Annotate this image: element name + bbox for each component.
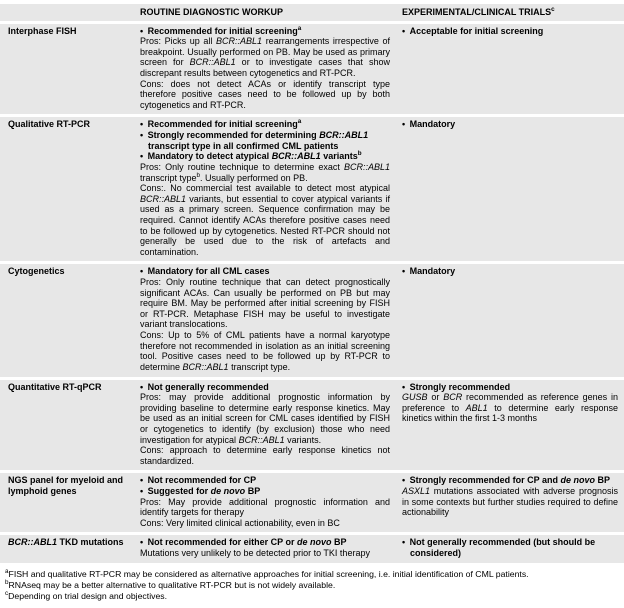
bullet-line: • Mandatory for all CML cases [140,266,270,277]
bullet-line: • Strongly recommended for CP and de novo BP [402,475,611,486]
footnote-line [5,569,616,580]
table-row [0,264,624,376]
bullet-icon: • [402,475,410,486]
text-paragraph: $^c$Depending on trial design and objectives. [5,590,168,601]
routine-workup-cell [134,473,396,532]
bullet-line: • Strongly recommended [402,381,511,392]
table-row [0,117,624,261]
bullet-icon: • [140,130,148,141]
routine-workup-cell [134,264,396,376]
table-row [0,24,624,115]
text-paragraph: Cons: approach to determine early response kinetics not standardized. [140,445,390,466]
text-paragraph: Pros: may provide additional prognostic information by providing baseline to determine early response kinetics. May be used as an initial screen for CML cases identified by FISH or cytogenetics to identify (by exclusion) those who need investigation for atypical BCR::ABL1 variants. [140,392,390,445]
routine-workup-cell [134,117,396,261]
bullet-line: • Strongly recommended for determining BCR::ABL1 transcript type in all confirmed CML patients [140,130,369,151]
header-experimental-trials-cell [396,4,624,21]
bullet-icon: • [140,25,148,36]
bullet-line: • Not generally recommended (but should be considered) [402,537,596,559]
text-paragraph: Quantitative RT-qPCR [8,381,102,392]
bullet-icon: • [402,119,410,130]
text-paragraph: Cons: Very limited clinical actionability, even in BC [140,517,340,528]
text-paragraph: Qualitative RT-PCR [8,119,91,130]
cml-diagnostic-workup-table [0,1,624,566]
text-paragraph: Pros: Only routine technique that can detect prognostically significant ACAs. Can usually be performed on PB but may require BM. May be performed after initial screening by FISH or RT-PCR. Metaphase FISH may be useful to investigate variant translocations. [140,277,390,330]
experimental-trials-cell [396,117,624,261]
text-paragraph: Cons: does not detect ACAs or identify transcript type therefore positive cases need to be followed up by both cytogenetics and RT-PCR. [140,78,390,110]
bullet-icon: • [140,475,148,486]
row-label-cell [0,117,134,261]
bullet-line: • Mandatory [402,266,456,277]
bullet-icon: • [140,266,148,277]
text-paragraph: Pros: Picks up all BCR::ABL1 rearrangements irrespective of breakpoint. Usually performed on PB. May be used as primary screen for BCR::ABL1 or to investigate cases that show discrepant results between cytogenetics and RT-PCR. [140,36,390,79]
row-label-cell [0,473,134,532]
bullet-line: • Recommended for initial screening$^a$ [140,24,302,36]
bullet-icon: • [140,381,148,392]
footnote-line [5,591,616,602]
bullet-line: • Mandatory [402,119,456,130]
table-body [0,24,624,563]
bullet-icon: • [402,266,410,277]
row-label-cell [0,380,134,471]
routine-workup-cell [134,380,396,471]
text-paragraph: NGS panel for myeloid and lymphoid genes [8,475,124,496]
bullet-icon: • [140,151,148,162]
bullet-icon: • [402,537,410,548]
bullet-line: • Not recommended for CP [140,475,257,486]
text-paragraph: Cytogenetics [8,266,65,277]
header-row [0,4,624,21]
header-routine-workup-cell [134,4,396,21]
text-paragraph: Cons: Up to 5% of CML patients have a normal karyotype therefore not recommended in isolation as an initial screening tool. Positive cases need to be followed up by RT-PCR to determine BCR::ABL1 transcript type. [140,330,390,372]
experimental-trials-cell [396,473,624,532]
text-paragraph: $^a$FISH and qualitative RT-PCR may be considered as alternative approaches for initial screening, i.e. initial identification of CML patients. [5,567,529,579]
footnote-line [5,580,616,591]
header-method-cell [0,4,134,21]
text-paragraph: Interphase FISH [8,25,77,36]
row-label-cell [0,535,134,562]
bullet-icon: • [402,25,410,36]
bullet-icon: • [402,381,410,392]
bullet-icon: • [140,119,148,130]
text-paragraph: ROUTINE DIAGNOSTIC WORKUP [140,7,283,17]
footnotes [0,566,624,608]
bullet-icon: • [140,485,148,496]
text-paragraph: Pros: Only routine technique to determine exact BCR::ABL1 transcript type$^b$. Usually performed on PB. [140,161,390,183]
bullet-line: • Not generally recommended [140,381,269,392]
bullet-line: • Mandatory to detect atypical BCR::ABL1 variants$^b$ [140,150,362,162]
text-paragraph: BCR::ABL1 TKD mutations [8,537,124,548]
routine-workup-cell [134,535,396,562]
text-paragraph: Mutations very unlikely to be detected prior to TKI therapy [140,548,370,559]
routine-workup-cell [134,24,396,115]
table-row [0,535,624,562]
bullet-line: • Recommended for initial screening$^a$ [140,118,302,130]
text-paragraph: ASXL1 mutations associated with adverse prognosis in some contexts but further studies required to define actionability [402,485,618,518]
experimental-trials-cell [396,535,624,562]
bullet-line: • Suggested for de novo BP [140,485,261,496]
table-row [0,380,624,471]
experimental-trials-cell [396,264,624,376]
table-row [0,473,624,532]
text-paragraph: Cons:. No commercial test available to detect most atypical BCR::ABL1 variants, but essential to cover atypical variants if used as a primary screen. Sequence confirmation may be required. Cannot identify ACAs therefore positive cases need to be followed up by cytogenetics. Nested RT-PCR should not generally be used due to the risk of artefacts and contamination. [140,183,390,257]
text-paragraph: EXPERIMENTAL/CLINICAL TRIALS$^c$ [402,6,555,17]
text-paragraph: $^b$RNAseq may be a better alternative to qualitative RT-PCR but is not widely available. [5,578,336,590]
text-paragraph: GUSB or BCR recommended as reference genes in preference to ABL1 to determine early response kinetics within the first 1-3 months [402,392,618,424]
bullet-line: • Acceptable for initial screening [402,25,544,36]
text-paragraph: Pros: May provide additional prognostic information and identify targets for therapy [140,496,390,518]
bullet-icon: • [140,537,148,548]
row-label-cell [0,264,134,376]
bullet-line: • Not recommended for either CP or de novo BP [140,537,347,548]
row-label-cell [0,24,134,115]
experimental-trials-cell [396,380,624,471]
experimental-trials-cell [396,24,624,115]
